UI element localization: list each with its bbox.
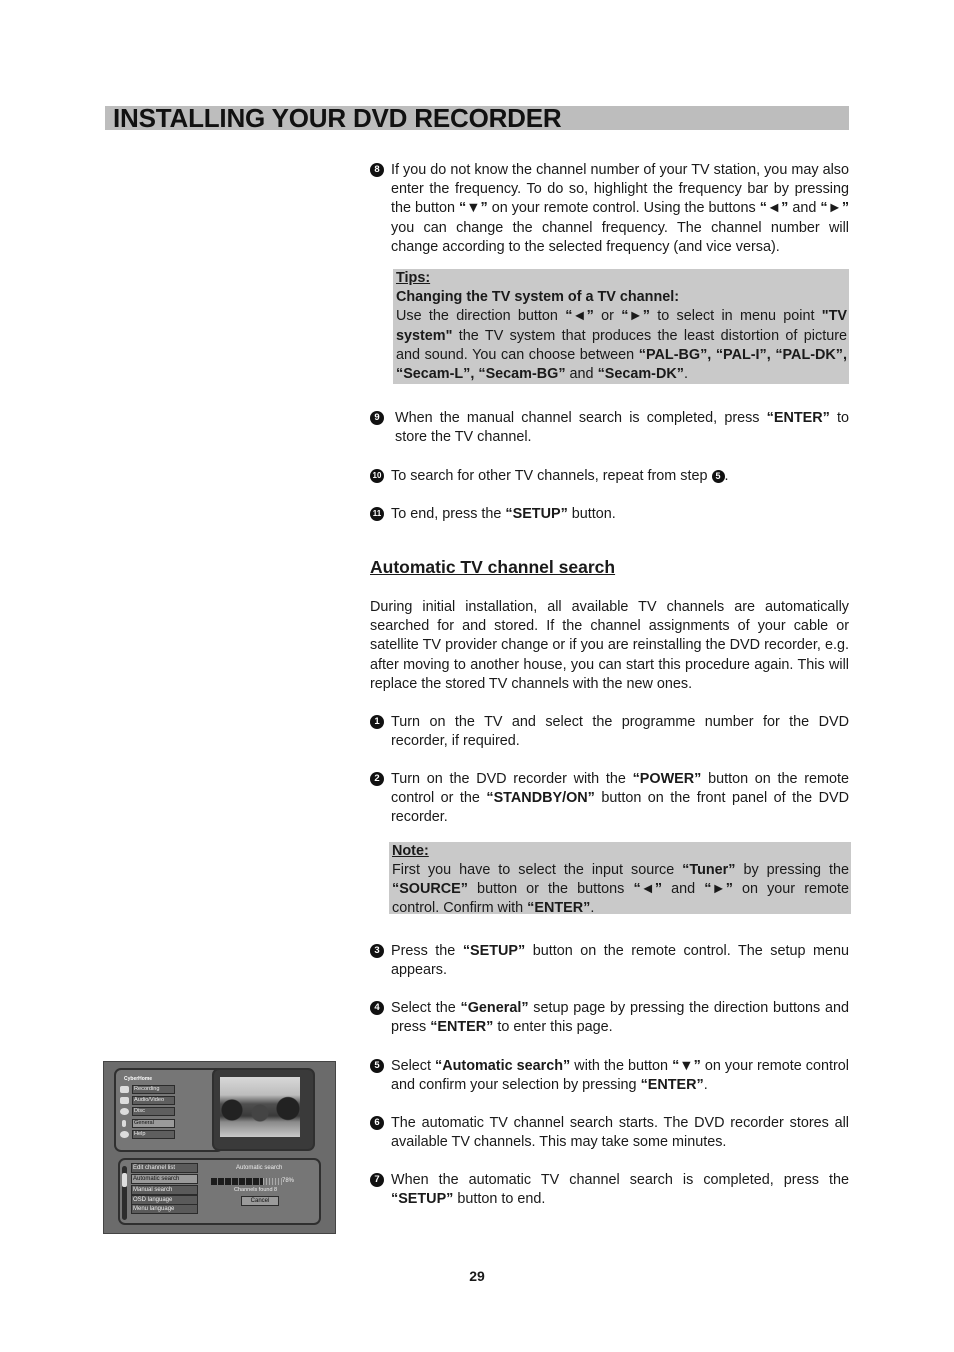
- step-number: 2: [370, 772, 384, 786]
- step-text: Turn on the TV and select the programme number for the DVD recorder, if required.: [391, 714, 849, 750]
- search-progress-bar: [211, 1178, 283, 1185]
- page-title: INSTALLING YOUR DVD RECORDER: [113, 103, 562, 133]
- tips-body: Use the direction button “◄” or “►” to select in menu point "TV system" the TV system that produces the least distortion of picture and sound. You can choose between “PAL-BG”, “PAL-I”, “PAL-DK”, “Secam-L”, “Secam-BG” and “Secam-DK”.: [396, 308, 848, 383]
- step-number: 1: [370, 715, 384, 729]
- page-number: 29: [469, 1268, 485, 1284]
- step-text: If you do not know the channel number of your TV station, you may also enter the frequency. To do so, highlight the frequency bar by pressing the button “▼” on your remote control. Using the buttons “◄” and “►” you can change the channel frequency. The channel number will change according to the selected frequency (and vice versa).: [391, 162, 850, 255]
- intro-paragraph: During initial installation, all available TV channels are automatically searched for and stored. If the channel assignments of your cable or satellite TV provider change or if you are reinstalling the DVD recorder, e.g. after moving to another house, you can start this procedure again. This will replace the stored TV channels with the new ones.: [370, 599, 849, 692]
- auto-step-2: [370, 770, 849, 828]
- step-number: 9: [370, 411, 384, 425]
- help-icon: [120, 1131, 129, 1138]
- audio-video-icon: [120, 1097, 129, 1104]
- step-number: 11: [370, 507, 384, 521]
- step-number: 8: [370, 163, 384, 177]
- step-number: 7: [370, 1173, 384, 1187]
- general-icon: [122, 1120, 126, 1127]
- video-preview-image: [220, 1077, 300, 1137]
- step-text: Select the “General” setup page by pressing the direction buttons and press “ENTER” to enter this page.: [391, 1000, 849, 1036]
- auto-step-5: [370, 1057, 849, 1095]
- step-number: 3: [370, 944, 384, 958]
- step-10: [370, 467, 849, 486]
- disc-icon: [120, 1108, 129, 1115]
- osd-row: OSD language: [131, 1195, 198, 1205]
- step-text: To end, press the “SETUP” button.: [391, 506, 616, 522]
- step-8: [370, 161, 849, 257]
- step-number: 6: [370, 1116, 384, 1130]
- step-number: 5: [370, 1059, 384, 1073]
- step-text: When the automatic TV channel search is completed, press the “SETUP” button to end.: [391, 1172, 849, 1208]
- tips-heading: Changing the TV system of a TV channel:: [396, 289, 680, 306]
- osd-menu-item: Disc: [132, 1107, 175, 1116]
- step-text: Press the “SETUP” button on the remote control. The setup menu appears.: [391, 943, 849, 979]
- step-text: The automatic TV channel search starts. The DVD recorder stores all available TV channels. This may take some minutes.: [391, 1115, 849, 1151]
- auto-step-6: [370, 1114, 849, 1152]
- auto-step-7: [370, 1171, 849, 1209]
- auto-step-4: [370, 999, 849, 1037]
- page-header-bar: [105, 103, 849, 133]
- step-text: When the manual channel search is completed, press “ENTER” to store the TV channel.: [395, 410, 850, 446]
- note-box: [389, 842, 851, 914]
- step-number: 4: [370, 1001, 384, 1015]
- step-text: To search for other TV channels, repeat from step 5 .: [391, 468, 729, 484]
- auto-step-3: [370, 942, 849, 980]
- osd-logo: CyberHome: [124, 1076, 153, 1082]
- osd-row: Edit channel list: [131, 1163, 198, 1173]
- tips-box: [393, 269, 849, 384]
- osd-menu-item: Recording: [132, 1085, 175, 1094]
- osd-menu-item: Audio/Video: [132, 1096, 175, 1105]
- step-9: [370, 409, 849, 447]
- note-body: First you have to select the input source “Tuner” by pressing the “SOURCE” button or the buttons “◄” and “►” on your remote control. Confirm with “ENTER”.: [392, 862, 849, 916]
- recording-icon: [120, 1086, 129, 1093]
- channels-found-label: Channels found 8: [234, 1187, 278, 1193]
- osd-row: Menu language: [131, 1204, 198, 1214]
- step-number: 10: [370, 469, 384, 483]
- osd-row-selected: Automatic search: [131, 1174, 198, 1184]
- auto-step-1: [370, 713, 849, 751]
- osd-scroll-knob: [122, 1173, 127, 1187]
- cancel-button: Cancel: [241, 1196, 279, 1206]
- search-dialog-title: Automatic search: [236, 1165, 283, 1171]
- section-heading: Automatic TV channel search: [370, 557, 616, 577]
- step-11: [370, 505, 849, 524]
- tips-label: Tips:: [396, 270, 431, 286]
- note-label: Note:: [392, 843, 429, 859]
- osd-menu-item: Help: [132, 1130, 175, 1139]
- osd-row: Manual search: [131, 1185, 198, 1195]
- step-text: Turn on the DVD recorder with the “POWER” button on the remote control or the “STANDBY/ON” button on the front panel of the DVD recorder.: [391, 771, 849, 826]
- setup-menu-screenshot: [103, 1061, 336, 1234]
- search-progress-label: 78%: [282, 1178, 295, 1184]
- step-text: Select “Automatic search” with the button “▼” on your remote control and confirm your selection by pressing “ENTER”.: [391, 1058, 849, 1094]
- osd-menu-item-selected: General: [132, 1119, 175, 1128]
